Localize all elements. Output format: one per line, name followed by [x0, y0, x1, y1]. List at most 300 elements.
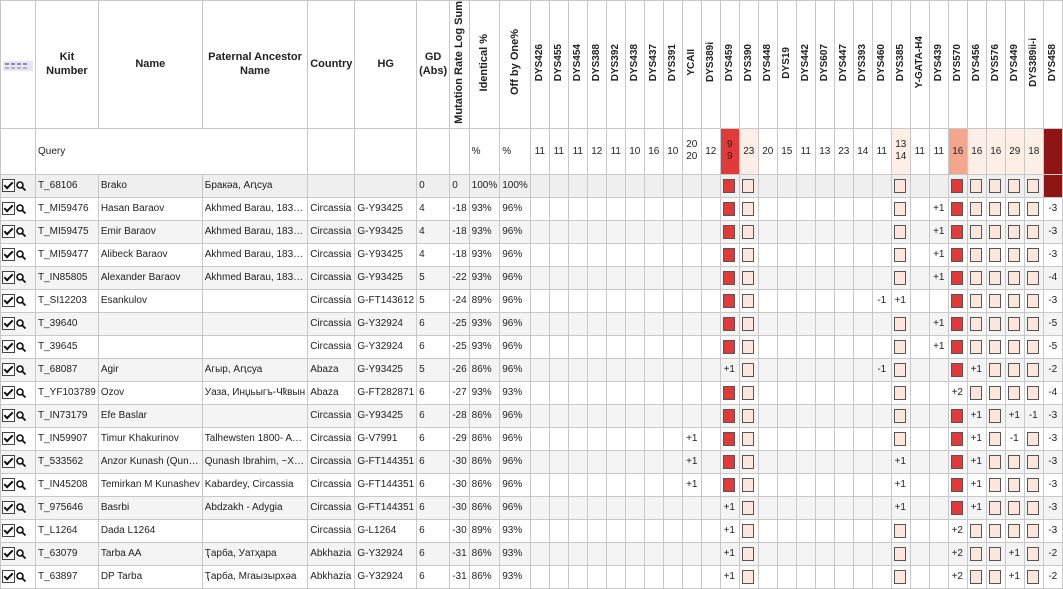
- kit-number-cell[interactable]: T_IN45208: [36, 473, 99, 496]
- marker-diff-cell: [777, 335, 796, 358]
- marker-diff-cell: [606, 289, 625, 312]
- marker-diff-cell: [701, 289, 720, 312]
- marker-diff-cell: [625, 335, 644, 358]
- row-actions: [1, 519, 36, 542]
- query-marker-value: 10: [625, 128, 644, 174]
- marker-swatch: [1027, 317, 1039, 331]
- checkbox-icon[interactable]: [2, 432, 15, 445]
- marker-diff-cell: [606, 542, 625, 565]
- marker-diff-cell: [549, 542, 568, 565]
- row-actions: [1, 496, 36, 519]
- marker-diff-cell: [720, 243, 739, 266]
- checkbox-icon[interactable]: [2, 248, 15, 261]
- kit-number-cell[interactable]: T_IN85805: [36, 266, 99, 289]
- kit-number-cell[interactable]: T_975646: [36, 496, 99, 519]
- marker-header[interactable]: [530, 1, 549, 129]
- marker-diff-cell: -3: [1043, 519, 1062, 542]
- marker-diff-cell: [587, 565, 606, 588]
- marker-diff-cell: -4: [1043, 381, 1062, 404]
- country-header[interactable]: Country: [308, 1, 355, 129]
- marker-diff-value: +1: [723, 502, 735, 514]
- app-logo-icon: [3, 53, 33, 71]
- magnifier-icon[interactable]: [16, 388, 26, 398]
- checkbox-icon[interactable]: [2, 455, 15, 468]
- marker-header[interactable]: [1005, 1, 1024, 129]
- gd-cell: 6: [417, 496, 450, 519]
- marker-header[interactable]: [1024, 1, 1043, 129]
- marker-diff-cell: [815, 335, 834, 358]
- name-cell: Basrbi: [98, 496, 202, 519]
- marker-diff-cell: [625, 427, 644, 450]
- kit-number-cell[interactable]: T_533562: [36, 450, 99, 473]
- marker-diff-cell: [663, 496, 682, 519]
- checkbox-icon[interactable]: [2, 317, 15, 330]
- query-marker-value: [1043, 128, 1062, 174]
- marker-diff-cell: [967, 289, 986, 312]
- marker-diff-cell: +1: [929, 243, 948, 266]
- marker-swatch: [970, 317, 982, 331]
- mutation-rate-cell: -28: [450, 404, 469, 427]
- off-by-one-cell: 96%: [500, 312, 531, 335]
- kit-number-cell[interactable]: T_39640: [36, 312, 99, 335]
- marker-diff-value: +1: [894, 502, 906, 514]
- marker-diff-cell: [644, 473, 663, 496]
- identical-cell: 86%: [469, 473, 500, 496]
- marker-diff-cell: [625, 404, 644, 427]
- magnifier-icon[interactable]: [16, 457, 26, 467]
- query-hg: [355, 128, 417, 174]
- kit-number-cell[interactable]: T_YF103789: [36, 381, 99, 404]
- kit-number-cell[interactable]: T_SI12203: [36, 289, 99, 312]
- row-actions: [1, 542, 36, 565]
- marker-diff-cell: [663, 335, 682, 358]
- name-cell: Agir: [98, 358, 202, 381]
- marker-diff-cell: [910, 312, 929, 335]
- marker-diff-value: +2: [951, 571, 963, 583]
- marker-diff-cell: [720, 312, 739, 335]
- marker-diff-cell: [986, 496, 1005, 519]
- marker-diff-value: +1: [970, 479, 982, 491]
- country-cell: [308, 174, 355, 197]
- marker-diff-cell: [568, 358, 587, 381]
- marker-diff-cell: [739, 427, 758, 450]
- marker-label: DYS570: [951, 43, 963, 82]
- marker-swatch: [989, 386, 1001, 400]
- magnifier-icon[interactable]: [16, 250, 26, 260]
- magnifier-icon[interactable]: [16, 342, 26, 352]
- checkbox-icon[interactable]: [2, 570, 15, 583]
- marker-diff-cell: [739, 450, 758, 473]
- marker-diff-cell: [587, 473, 606, 496]
- country-cell: Circassia: [308, 220, 355, 243]
- ancestor-cell: Akhmed Barau, 183…: [202, 266, 307, 289]
- mutation-rate-cell: -18: [450, 220, 469, 243]
- query-marker-value: 12: [587, 128, 606, 174]
- marker-swatch: [1027, 202, 1039, 216]
- marker-diff-cell: [796, 312, 815, 335]
- checkbox-icon[interactable]: [2, 363, 15, 376]
- kit-number-cell[interactable]: T_68087: [36, 358, 99, 381]
- marker-diff-cell: [929, 519, 948, 542]
- marker-header[interactable]: [587, 1, 606, 129]
- marker-diff-cell: [644, 335, 663, 358]
- marker-diff-cell: -3: [1043, 220, 1062, 243]
- marker-diff-cell: [720, 565, 739, 588]
- marker-diff-cell: [929, 565, 948, 588]
- marker-diff-cell: [644, 174, 663, 197]
- marker-diff-cell: [796, 174, 815, 197]
- marker-diff-cell: [530, 243, 549, 266]
- checkbox-icon[interactable]: [2, 547, 15, 560]
- marker-diff-cell: [891, 197, 910, 220]
- marker-diff-cell: [568, 197, 587, 220]
- marker-header[interactable]: [739, 1, 758, 129]
- marker-diff-cell: [910, 519, 929, 542]
- marker-swatch: [742, 570, 754, 584]
- marker-header[interactable]: [967, 1, 986, 129]
- marker-diff-cell: [853, 266, 872, 289]
- marker-diff-cell: +1: [929, 220, 948, 243]
- off-by-one-cell: 93%: [500, 381, 531, 404]
- marker-diff-cell: [758, 450, 777, 473]
- marker-diff-cell: [834, 358, 853, 381]
- marker-diff-cell: [549, 220, 568, 243]
- marker-swatch: [951, 294, 963, 308]
- marker-diff-cell: [1005, 312, 1024, 335]
- marker-diff-cell: +1: [682, 450, 701, 473]
- name-cell: Anzor Kunash (Qun…: [98, 450, 202, 473]
- magnifier-icon[interactable]: [16, 480, 26, 490]
- marker-diff-cell: -3: [1043, 243, 1062, 266]
- marker-header[interactable]: [758, 1, 777, 129]
- mutation-rate-cell: -30: [450, 473, 469, 496]
- magnifier-icon[interactable]: [16, 273, 26, 283]
- marker-diff-cell: [549, 197, 568, 220]
- marker-diff-cell: [872, 335, 891, 358]
- marker-diff-cell: [701, 335, 720, 358]
- checkbox-icon[interactable]: [2, 501, 15, 514]
- marker-swatch: [894, 524, 906, 538]
- marker-diff-cell: [834, 197, 853, 220]
- marker-header[interactable]: [948, 1, 967, 129]
- marker-diff-cell: [758, 427, 777, 450]
- marker-header[interactable]: [853, 1, 872, 129]
- marker-swatch: [970, 271, 982, 285]
- magnifier-icon[interactable]: [16, 204, 26, 214]
- marker-diff-cell: [720, 174, 739, 197]
- marker-diff-cell: [1024, 404, 1043, 427]
- marker-diff-cell: [549, 519, 568, 542]
- off-by-one-cell: 93%: [500, 519, 531, 542]
- marker-diff-cell: [606, 174, 625, 197]
- identical-header[interactable]: [469, 1, 500, 129]
- marker-diff-cell: [1005, 197, 1024, 220]
- checkbox-icon[interactable]: [2, 478, 15, 491]
- marker-diff-cell: -4: [1043, 266, 1062, 289]
- marker-diff-cell: [872, 381, 891, 404]
- marker-diff-cell: [872, 312, 891, 335]
- off-by-one-header[interactable]: [500, 1, 531, 129]
- marker-diff-cell: [568, 381, 587, 404]
- marker-diff-cell: [777, 381, 796, 404]
- marker-swatch: [1008, 271, 1020, 285]
- marker-diff-cell: [815, 542, 834, 565]
- gd-cell: 6: [417, 381, 450, 404]
- marker-diff-cell: [853, 335, 872, 358]
- marker-diff-value: +1: [970, 502, 982, 514]
- kit-number-cell[interactable]: T_MI59476: [36, 197, 99, 220]
- marker-diff-cell: [948, 496, 967, 519]
- checkbox-icon[interactable]: [2, 294, 15, 307]
- marker-diff-cell: [720, 220, 739, 243]
- ancestor-cell: Агыр, Аԥсуа: [202, 358, 307, 381]
- name-cell: Brako: [98, 174, 202, 197]
- marker-diff-cell: [758, 381, 777, 404]
- marker-diff-cell: [682, 335, 701, 358]
- marker-header[interactable]: [606, 1, 625, 129]
- marker-diff-cell: [834, 289, 853, 312]
- checkbox-icon[interactable]: [2, 179, 15, 192]
- mutation-rate-cell: -18: [450, 197, 469, 220]
- marker-diff-cell: [777, 243, 796, 266]
- marker-swatch: [1008, 386, 1020, 400]
- query-marker-value: 23: [834, 128, 853, 174]
- query-mutation-rate: [450, 128, 469, 174]
- marker-diff-cell: [568, 289, 587, 312]
- checkbox-icon[interactable]: [2, 271, 15, 284]
- magnifier-icon[interactable]: [16, 319, 26, 329]
- marker-diff-cell: [777, 404, 796, 427]
- marker-diff-cell: [568, 565, 587, 588]
- marker-header[interactable]: [796, 1, 815, 129]
- magnifier-icon[interactable]: [16, 181, 26, 191]
- country-cell: Abkhazia: [308, 565, 355, 588]
- marker-label: DYS390: [742, 43, 754, 82]
- kit-number-cell[interactable]: T_63079: [36, 542, 99, 565]
- gd-cell: 5: [417, 266, 450, 289]
- query-off-by-one: %: [500, 128, 531, 174]
- marker-header[interactable]: [910, 1, 929, 129]
- marker-diff-cell: [948, 243, 967, 266]
- marker-diff-cell: [872, 427, 891, 450]
- marker-diff-cell: +1: [929, 266, 948, 289]
- marker-swatch: [894, 202, 906, 216]
- marker-swatch: [989, 570, 1001, 584]
- marker-diff-cell: [606, 404, 625, 427]
- marker-diff-cell: -5: [1043, 312, 1062, 335]
- magnifier-icon[interactable]: [16, 434, 26, 444]
- hg-cell: G-FT144351: [355, 450, 417, 473]
- mutation-rate-cell: -30: [450, 519, 469, 542]
- marker-header[interactable]: [701, 1, 720, 129]
- hg-header[interactable]: HG: [355, 1, 417, 129]
- kit-number-cell[interactable]: T_L1264: [36, 519, 99, 542]
- marker-swatch: [723, 432, 735, 446]
- marker-swatch: [742, 501, 754, 515]
- marker-diff-cell: [796, 404, 815, 427]
- marker-swatch: [1027, 363, 1039, 377]
- marker-diff-cell: [682, 289, 701, 312]
- marker-swatch: [989, 179, 1001, 193]
- magnifier-icon[interactable]: [16, 365, 26, 375]
- marker-swatch: [970, 248, 982, 262]
- marker-header[interactable]: [682, 1, 701, 129]
- marker-diff-cell: [606, 450, 625, 473]
- marker-diff-cell: [663, 565, 682, 588]
- marker-swatch: [723, 179, 735, 193]
- marker-diff-cell: [834, 473, 853, 496]
- marker-diff-cell: [644, 542, 663, 565]
- marker-diff-cell: [815, 496, 834, 519]
- marker-diff-cell: [853, 312, 872, 335]
- marker-diff-cell: [682, 174, 701, 197]
- marker-label: DYS437: [647, 43, 659, 82]
- marker-diff-cell: [606, 381, 625, 404]
- query-marker-part: 14: [895, 151, 907, 163]
- marker-diff-cell: [663, 519, 682, 542]
- checkbox-icon[interactable]: [2, 202, 15, 215]
- marker-diff-cell: [644, 266, 663, 289]
- marker-header[interactable]: [986, 1, 1005, 129]
- marker-diff-cell: [739, 565, 758, 588]
- table-row: [1, 565, 1063, 588]
- country-cell: Circassia: [308, 266, 355, 289]
- kit-number-header[interactable]: Kit Number: [36, 1, 99, 129]
- marker-diff-value: +1: [723, 525, 735, 537]
- marker-swatch: [989, 317, 1001, 331]
- ancestor-cell: Qunash Ibrahim, ~X…: [202, 450, 307, 473]
- marker-diff-cell: +1: [929, 312, 948, 335]
- marker-header[interactable]: [1043, 1, 1062, 129]
- marker-diff-cell: [1005, 473, 1024, 496]
- marker-swatch: [1027, 524, 1039, 538]
- marker-header[interactable]: [568, 1, 587, 129]
- marker-diff-cell: [663, 266, 682, 289]
- marker-diff-cell: [682, 243, 701, 266]
- marker-diff-cell: [891, 404, 910, 427]
- kit-number-cell[interactable]: T_68106: [36, 174, 99, 197]
- ancestor-cell: Ҭарба, Мгаызырхәа: [202, 565, 307, 588]
- gd-header[interactable]: GD (Abs): [417, 1, 450, 129]
- marker-diff-cell: [663, 404, 682, 427]
- marker-diff-cell: [587, 243, 606, 266]
- checkbox-icon[interactable]: [2, 409, 15, 422]
- magnifier-icon[interactable]: [16, 503, 26, 513]
- checkbox-icon[interactable]: [2, 524, 15, 537]
- query-marker-part: 13: [895, 139, 907, 151]
- marker-diff-cell: [701, 542, 720, 565]
- magnifier-icon[interactable]: [16, 227, 26, 237]
- ancestor-cell: Ҭарба, Уатҳара: [202, 542, 307, 565]
- identical-cell: 93%: [469, 335, 500, 358]
- marker-diff-cell: [549, 496, 568, 519]
- marker-swatch: [989, 340, 1001, 354]
- marker-swatch: [989, 547, 1001, 561]
- marker-header[interactable]: [549, 1, 568, 129]
- magnifier-icon[interactable]: [16, 572, 26, 582]
- marker-diff-cell: [625, 174, 644, 197]
- identical-cell: 86%: [469, 358, 500, 381]
- marker-header[interactable]: [663, 1, 682, 129]
- off-by-one-cell: 96%: [500, 496, 531, 519]
- marker-diff-cell: [948, 174, 967, 197]
- kit-number-cell[interactable]: T_63897: [36, 565, 99, 588]
- marker-diff-cell: [986, 473, 1005, 496]
- marker-header[interactable]: [720, 1, 739, 129]
- row-actions: [1, 404, 36, 427]
- marker-header[interactable]: [815, 1, 834, 129]
- marker-header[interactable]: [929, 1, 948, 129]
- kit-number-cell[interactable]: T_MI59475: [36, 220, 99, 243]
- marker-diff-cell: [910, 496, 929, 519]
- marker-header[interactable]: [872, 1, 891, 129]
- marker-diff-cell: [587, 358, 606, 381]
- marker-diff-cell: [644, 197, 663, 220]
- marker-diff-cell: [568, 174, 587, 197]
- marker-swatch: [1008, 248, 1020, 262]
- marker-header[interactable]: [777, 1, 796, 129]
- marker-header[interactable]: [644, 1, 663, 129]
- marker-diff-cell: [834, 565, 853, 588]
- off-by-one-cell: 96%: [500, 358, 531, 381]
- magnifier-icon[interactable]: [16, 549, 26, 559]
- marker-diff-cell: [891, 358, 910, 381]
- marker-diff-cell: [1024, 220, 1043, 243]
- magnifier-icon[interactable]: [16, 296, 26, 306]
- marker-diff-cell: [644, 427, 663, 450]
- marker-swatch: [742, 271, 754, 285]
- kit-number-cell[interactable]: T_IN59907: [36, 427, 99, 450]
- query-marker-part: 9: [727, 151, 733, 163]
- marker-diff-cell: [777, 496, 796, 519]
- marker-diff-cell: [872, 519, 891, 542]
- marker-header[interactable]: [625, 1, 644, 129]
- identical-cell: 86%: [469, 450, 500, 473]
- marker-diff-value: -1: [1009, 433, 1019, 445]
- marker-diff-cell: [853, 289, 872, 312]
- marker-swatch: [970, 524, 982, 538]
- query-marker-value: 11: [929, 128, 948, 174]
- kit-number-cell[interactable]: T_IN73179: [36, 404, 99, 427]
- kit-number-cell[interactable]: T_39645: [36, 335, 99, 358]
- magnifier-icon[interactable]: [16, 411, 26, 421]
- marker-diff-cell: [834, 404, 853, 427]
- checkbox-icon[interactable]: [2, 225, 15, 238]
- marker-diff-cell: [986, 542, 1005, 565]
- magnifier-icon[interactable]: [16, 526, 26, 536]
- row-actions: [1, 266, 36, 289]
- marker-diff-cell: [663, 427, 682, 450]
- marker-diff-cell: [739, 243, 758, 266]
- marker-diff-cell: [663, 542, 682, 565]
- country-cell: Circassia: [308, 473, 355, 496]
- marker-diff-value: +1: [723, 548, 735, 560]
- mutation-rate-header[interactable]: [450, 1, 469, 129]
- marker-diff-cell: [815, 473, 834, 496]
- marker-diff-cell: [948, 381, 967, 404]
- marker-diff-value: +1: [894, 295, 906, 307]
- row-actions: [1, 197, 36, 220]
- marker-header[interactable]: [834, 1, 853, 129]
- kit-number-cell[interactable]: T_MI59477: [36, 243, 99, 266]
- marker-label: Y-GATA-H4: [913, 36, 925, 89]
- paternal-ancestor-header[interactable]: Paternal Ancestor Name: [202, 1, 307, 129]
- checkbox-icon[interactable]: [2, 340, 15, 353]
- marker-header[interactable]: [891, 1, 910, 129]
- table-row: [1, 335, 1063, 358]
- checkbox-icon[interactable]: [2, 386, 15, 399]
- name-header[interactable]: Name: [98, 1, 202, 129]
